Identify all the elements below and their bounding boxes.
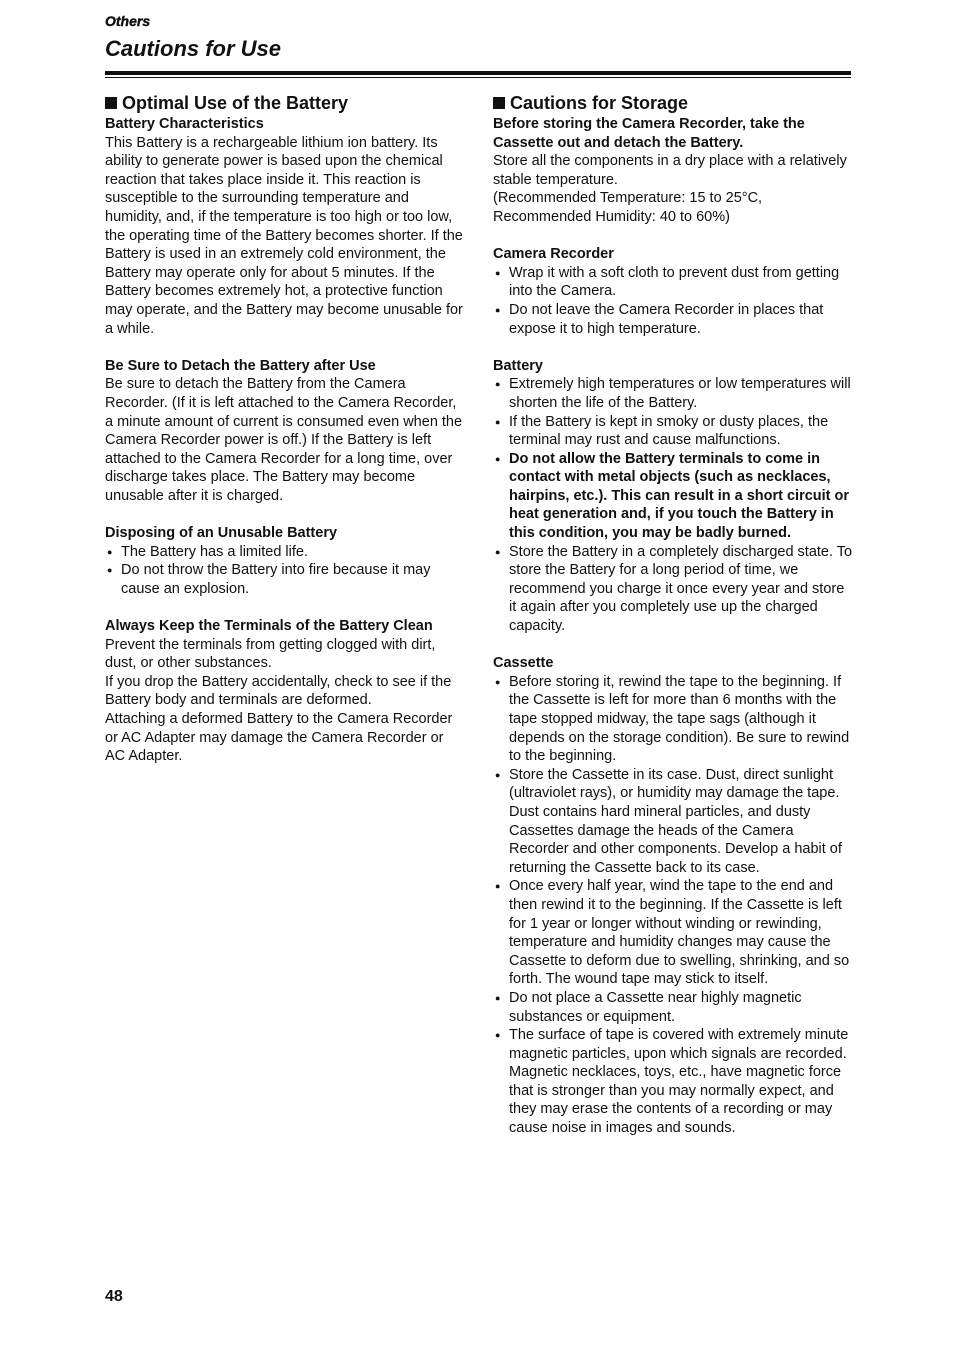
- spacer: [493, 338, 853, 357]
- spacer: [493, 636, 853, 655]
- list-item: ● Store the Battery in a completely discharged state. To store the Battery for a long period of time, we recommend you charge it once every year and store it again after you completely use up the charged capacity.: [493, 543, 853, 636]
- square-bullet-icon: [105, 97, 117, 109]
- paragraph-storage-intro-bold: Before storing the Camera Recorder, take the Cassette out and detach the Battery.: [493, 116, 805, 151]
- subheading-detach-battery: Be Sure to Detach the Battery after Use: [105, 357, 376, 374]
- subheading-battery-characteristics: Battery Characteristics: [105, 116, 264, 132]
- spacer: [105, 505, 465, 524]
- paragraph-battery-characteristics: This Battery is a rechargeable lithium ion battery. Its ability to generate power is based upon the chemical reaction that takes place inside it. This reaction is susceptible to the surrounding temperature and humidity, and, if the temperature is too high or too low, the operating time of the Battery becomes shorter. If the Battery is used in an extremely cold environment, the Battery may operate only for about 5 minutes. If the Battery becomes extremely hot, a protective function may operate, and the Battery may become unusable for a while.: [105, 134, 463, 337]
- title-rule-thin: [105, 77, 851, 78]
- list-item: ● Do not throw the Battery into fire because it may cause an explosion.: [105, 561, 465, 598]
- paragraph-terminals: Prevent the terminals from getting clogged with dirt, dust, or other substances.: [105, 636, 436, 672]
- list-item: ● Extremely high temperatures or low temperatures will shorten the life of the Battery.: [493, 375, 853, 412]
- subheading-battery-storage: Battery: [493, 357, 543, 374]
- list-item: ● Wrap it with a soft cloth to prevent dust from getting into the Camera.: [493, 264, 853, 301]
- list-item: ● Store the Cassette in its case. Dust, direct sunlight (ultraviolet rays), or humidity may damage the tape. Dust contains hard mineral particles, and dusty Cassettes damage the heads of the Camera Recorder and other components. Develop a habit of returning the Cassette back to its case.: [493, 766, 853, 878]
- subheading-cassette: Cassette: [493, 655, 554, 672]
- page-number: 48: [105, 1288, 123, 1305]
- spacer: [105, 338, 465, 357]
- paragraph-storage-intro: Store all the components in a dry place with a relatively stable temperature.: [493, 153, 847, 188]
- subheading-disposing-battery: Disposing of an Unusable Battery: [105, 525, 338, 542]
- list-item: ● Do not place a Cassette near highly magnetic substances or equipment.: [493, 989, 853, 1026]
- list-disposing-battery: [105, 543, 465, 599]
- paragraph-terminals: If you drop the Battery accidentally, check to see if the Battery body and terminals are deformed.: [105, 673, 452, 709]
- spacer: [493, 227, 853, 246]
- spacer: [105, 598, 465, 617]
- paragraph-detach-battery: Be sure to detach the Battery from the Camera Recorder. (If it is left attached to the Camera Recorder, a minute amount of current is consumed even when the Camera Recorder power is off.) If the Battery is left attached to the Camera Recorder for a long time, over discharge takes place. The Battery may become unusable after it is charged.: [105, 376, 463, 504]
- page-title: Cautions for Use: [105, 36, 282, 61]
- list-camera-recorder: [493, 264, 853, 338]
- paragraph-recommended-conditions: (Recommended Temperature: 15 to 25°C, Recommended Humidity: 40 to 60%): [493, 190, 763, 225]
- list-cassette: [493, 673, 853, 1138]
- list-battery-storage: [493, 375, 853, 635]
- square-bullet-icon: [493, 97, 505, 109]
- section-heading-battery-use: Optimal Use of the Battery: [105, 92, 465, 114]
- subheading-camera-recorder: Camera Recorder: [493, 246, 614, 263]
- list-item-warning: ● Do not allow the Battery terminals to come in contact with metal objects (such as necklaces, hairpins, etc.). This can result in a short circuit or heat generation and, if you touch the Battery in this condition, you may be badly burned.: [493, 450, 853, 543]
- title-rule-thick: [105, 71, 851, 75]
- list-item: ● Do not leave the Camera Recorder in places that expose it to high temperature.: [493, 301, 853, 338]
- subheading-battery-terminals: Always Keep the Terminals of the Battery Clean: [105, 618, 433, 635]
- section-heading-storage: Cautions for Storage: [493, 92, 853, 114]
- section-tag: Others: [105, 13, 151, 29]
- left-column: [105, 92, 465, 766]
- right-column: [493, 92, 853, 1138]
- list-item: ● The Battery has a limited life.: [105, 543, 465, 562]
- list-item: ● The surface of tape is covered with extremely minute magnetic particles, upon which signals are recorded. Magnetic necklaces, toys, etc., have magnetic force that is stronger than you may normally expect, and they may erase the contents of a recording or may cause noise in images and sounds.: [493, 1026, 853, 1138]
- list-item: ● If the Battery is kept in smoky or dusty places, the terminal may rust and cause malfunctions.: [493, 413, 853, 450]
- list-item: ● Once every half year, wind the tape to the end and then rewind it to the beginning. If the Cassette is left for 1 year or longer without winding or rewinding, temperature and humidity changes may cause the Cassette to deform due to swelling, shrinking, and so forth. The wound tape may stick to itself.: [493, 877, 853, 989]
- paragraph-terminals: Attaching a deformed Battery to the Camera Recorder or AC Adapter may damage the Camera Recorder or AC Adapter.: [105, 711, 453, 765]
- list-item: ● Before storing it, rewind the tape to the beginning. If the Cassette is left for more than 6 months with the tape stopped midway, the tape sags (although it depends on the storage condition). Be sure to rewind to the beginning.: [493, 673, 853, 766]
